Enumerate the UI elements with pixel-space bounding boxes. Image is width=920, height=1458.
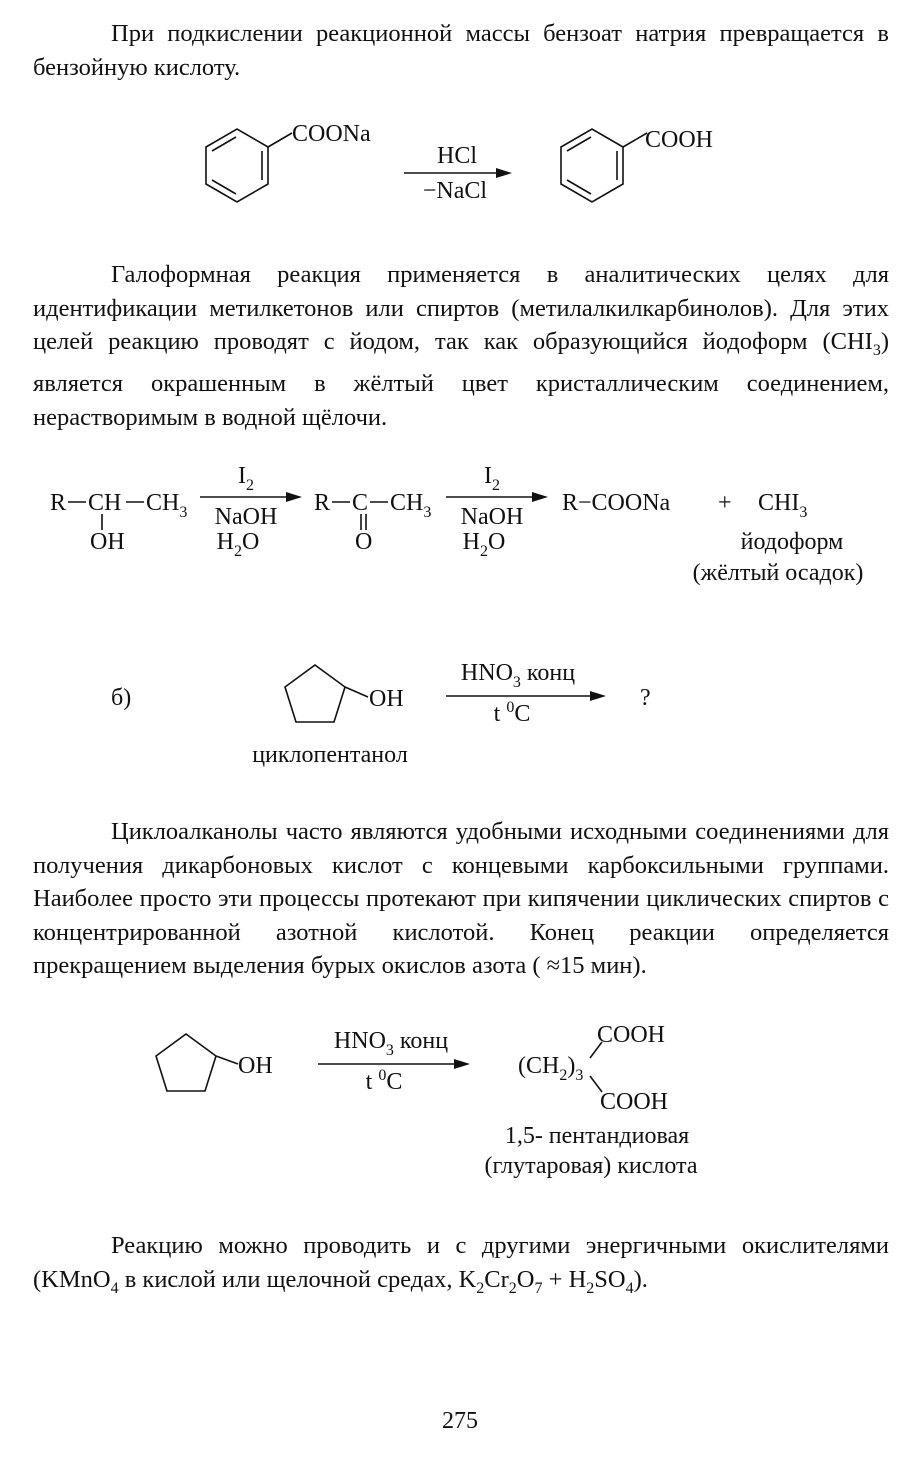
arrow1-bottom-reagent: $H_2O$ — [216, 529, 260, 560]
oh-label: OH — [90, 529, 125, 555]
carbonyl-c-label: C — [352, 490, 369, 516]
reagent-top-label: HCl — [436, 143, 478, 169]
ch-label: CH — [88, 490, 122, 516]
oxidants-sub-6: 4 — [625, 1279, 634, 1297]
haloform-text-end: ) является окрашенным в жёлтый цвет кристаллическим соединением, нерастворимым в водной щёлочи. — [33, 328, 889, 431]
haloform-subscript: 3 — [872, 341, 881, 359]
item-label: б) — [111, 685, 132, 711]
glutaric-caption-line2: (глутаровая) кислота — [484, 1153, 698, 1179]
arrow1-mid-reagent: NaOH — [214, 504, 278, 530]
r-group-label-2: R — [314, 490, 331, 516]
oxidants-text-g: ). — [633, 1265, 648, 1293]
unknown-product: ? — [640, 685, 651, 711]
reagent-top-label: $HNO_3$ конц — [333, 1028, 449, 1059]
carboxyl-bottom-label: COOH — [600, 1089, 669, 1115]
arrow2-bottom-reagent: $H_2O$ — [462, 529, 506, 560]
reagent-top-label: $HNO_3$ конц — [460, 660, 576, 691]
iodoform-name: йодоформ — [740, 529, 844, 555]
reagent-bottom-label: −NaCl — [422, 178, 488, 204]
arrow2-top-reagent: $I_2$ — [484, 463, 500, 494]
reagent-bottom-label: t $^0$C — [365, 1067, 403, 1095]
arrow2-mid-reagent: NaOH — [460, 504, 524, 530]
haloform-text-start: Галоформная реакция применяется в аналитических целях для идентификации метилкетонов или спиртов (метилалкилкарбинолов). Для этих целей реакцию проводят с йодом, так как образующийся йодоформ (CHI — [33, 261, 889, 355]
paragraph-benzoate: При подкислении реакционной массы бензоат натрия превращается в бензойную кислоту. — [33, 20, 889, 81]
reactant-group-label: COONa — [292, 121, 371, 147]
iodoform-note: (жёлтый осадок) — [692, 560, 864, 586]
reagent-bottom-label: t $^0$C — [493, 699, 531, 727]
methylene-chain-label: $(CH_2)_3$ — [518, 1053, 584, 1084]
page-number: 275 — [442, 1408, 478, 1434]
glutaric-caption-line1: 1,5- пентандиовая — [504, 1123, 690, 1149]
carbonyl-o-label: O — [355, 529, 373, 555]
r-group-label: R — [50, 490, 67, 516]
paragraph-other-oxidants — [33, 1229, 889, 1305]
oxidants-sub-3: 2 — [508, 1279, 517, 1297]
carboxyl-top-label: COOH — [597, 1022, 666, 1048]
oxidants-sub-2: 2 — [476, 1279, 485, 1297]
iodoform-formula: $CHI_3$ — [758, 490, 808, 521]
ch3-label-2: $CH_3$ — [390, 490, 432, 521]
hydroxyl-label: OH — [238, 1053, 273, 1079]
hydroxyl-label: OH — [369, 686, 404, 712]
product-group-label: COOH — [645, 127, 714, 153]
cyclopentanol-caption: циклопентанол — [252, 742, 408, 768]
oxidants-sub-4: 7 — [534, 1279, 543, 1297]
oxidants-text-f: SO — [594, 1265, 626, 1293]
paragraph-cycloalkanols: Циклоалканолы часто являются удобными исходными соединениями для получения дикарбоновых кислот с концевыми карбоксильными группами. Наиболее просто эти процессы протекают при кипячении циклических спиртов с концентрированной азотной кислотой. Конец реакции определяется прекращением выделения бурых окислов азота ( ≈15 мин). — [33, 818, 889, 979]
oxidants-text-d: O — [516, 1265, 535, 1293]
ch3-label: $CH_3$ — [146, 490, 188, 521]
cyclopentane-ring — [156, 1034, 238, 1091]
product-label: R−COONa — [562, 490, 671, 516]
plus-sign: + — [718, 490, 732, 516]
arrow1-top-reagent: $I_2$ — [238, 463, 254, 494]
oxidants-text-b: в кислой или щелочной средах, K — [118, 1265, 477, 1293]
oxidants-sub-5: 2 — [586, 1279, 595, 1297]
oxidants-sub-1: 4 — [110, 1279, 119, 1297]
oxidants-text-e: + H — [542, 1265, 587, 1293]
oxidants-text-a: Реакцию можно проводить и с другими энергичными окислителями (KMnO — [33, 1232, 889, 1293]
reaction-arrow — [318, 1059, 470, 1069]
oxidants-text-c: Cr — [484, 1265, 509, 1293]
